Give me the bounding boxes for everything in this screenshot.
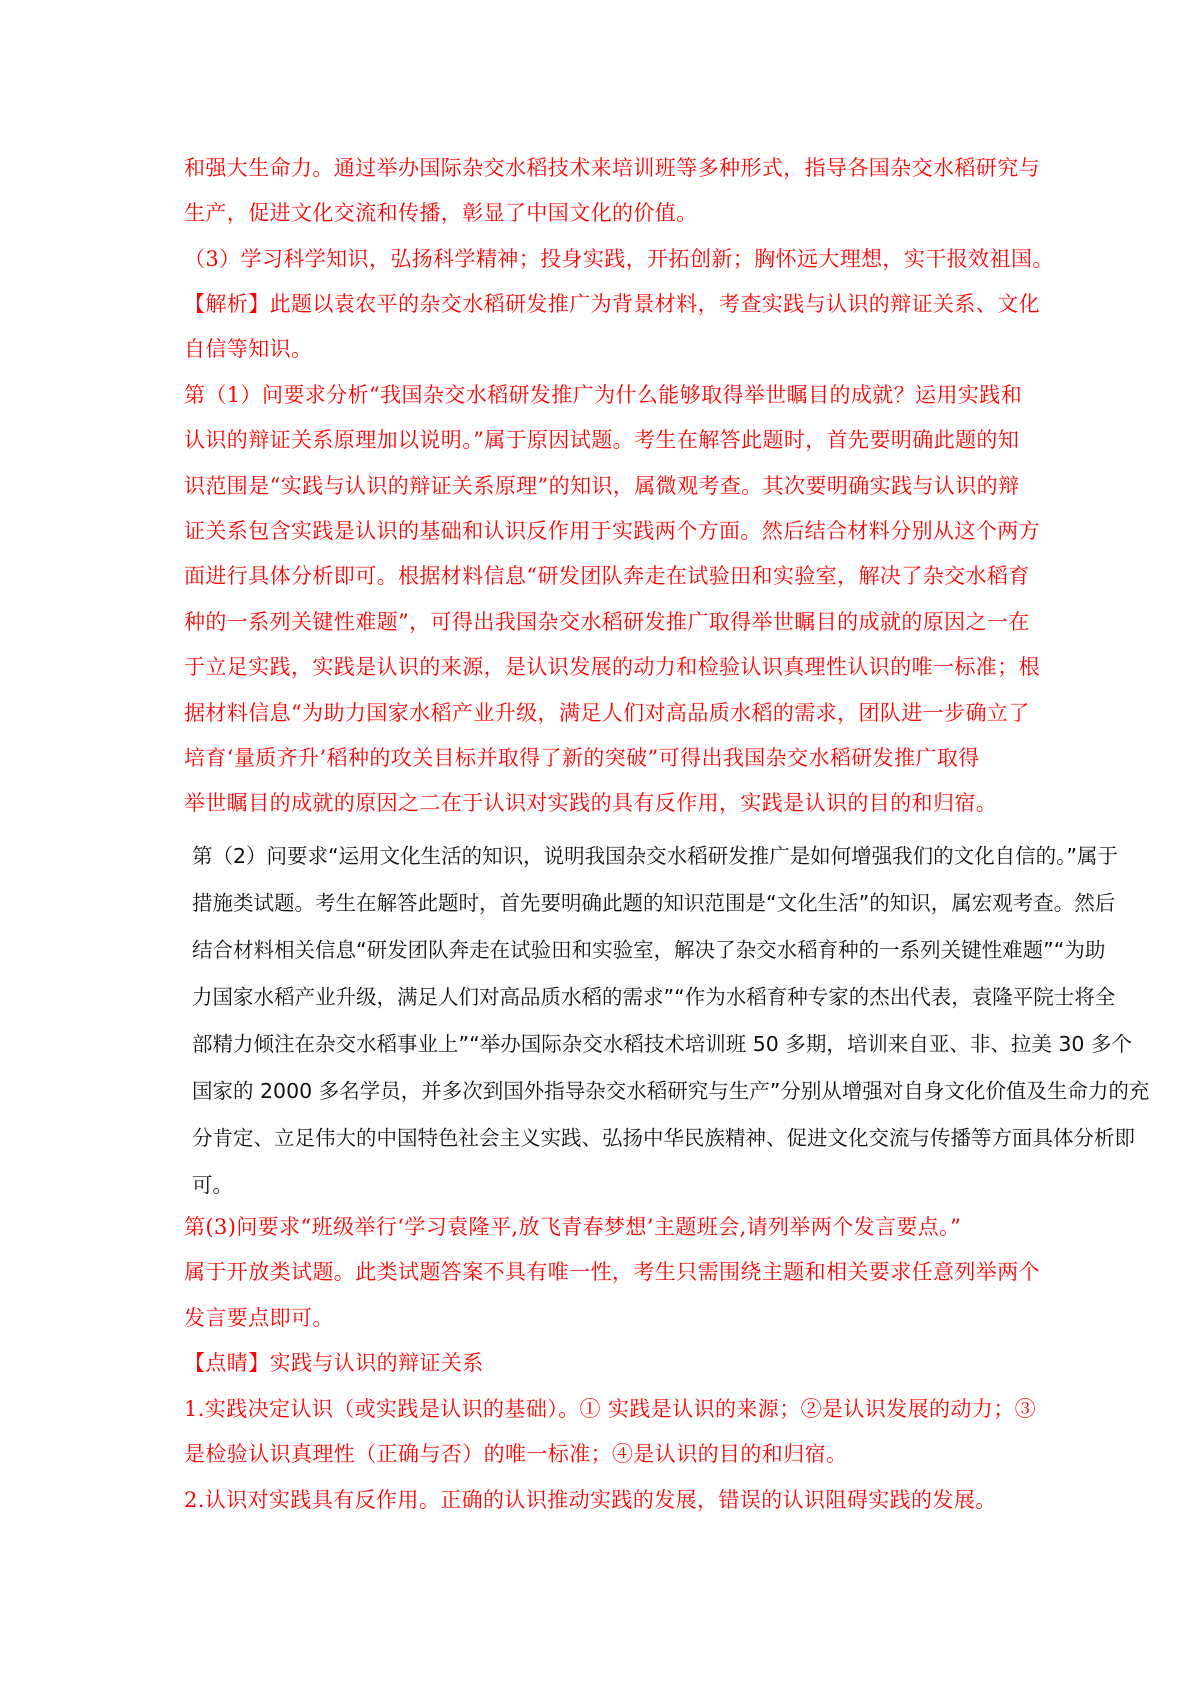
analysis-line: 种的一系列关键性难题”，可得出我国杂交水稻研发推广取得举世瞩目的成就的原因之一在: [184, 610, 1030, 634]
analysis-line: 据材料信息“为助力国家水稻产业升级，满足人们对高品质水稻的需求，团队进一步确立了: [184, 701, 1030, 725]
analysis-line: 自信等知识。: [184, 337, 313, 361]
analysis-black-line: 第（2）问要求“运用文化生活的知识，说明我国杂交水稻研发推广是如何增强我们的文化自信的。”属于: [192, 844, 1119, 868]
analysis-black-line: 可。: [192, 1173, 233, 1197]
analysis-black-line: 部精力倾注在杂交水稻事业上”“举办国际杂交水稻技术培训班 50 多期，培训来自亚、非、拉美 30 多个: [192, 1032, 1132, 1056]
analysis-black-line: 力国家水稻产业升级，满足人们对高品质水稻的需求”“作为水稻育种专家的杰出代表，袁隆平院士将全: [192, 985, 1116, 1009]
analysis-line: 培育‘量质齐升’稻种的攻关目标并取得了新的突破”可得出我国杂交水稻研发推广取得: [184, 746, 980, 770]
q3-analysis-line: 发言要点即可。: [184, 1306, 334, 1330]
tip-line: 1.实践决定认识（或实践是认识的基础）。① 实践是认识的来源；②是认识发展的动力；③: [184, 1397, 1037, 1421]
analysis-line: 【解析】此题以袁农平的杂交水稻研发推广为背景材料，考查实践与认识的辩证关系、文化: [184, 292, 1040, 316]
analysis-line: 认识的辩证关系原理加以说明。”属于原因试题。考生在解答此题时，首先要明确此题的知: [184, 428, 1020, 452]
tip-line: 2.认识对实践具有反作用。正确的认识推动实践的发展，错误的认识阻碍实践的发展。: [184, 1488, 997, 1512]
q3-analysis-line: 属于开放类试题。此类试题答案不具有唯一性，考生只需围绕主题和相关要求任意列举两个: [184, 1260, 1040, 1284]
analysis-line: 面进行具体分析即可。根据材料信息“研发团队奔走在试验田和实验室，解决了杂交水稻育: [184, 564, 1030, 588]
answer-line: 和强大生命力。通过举办国际杂交水稻技术来培训班等多种形式，指导各国杂交水稻研究与: [184, 156, 1040, 180]
tip-line: 是检验认识真理性（正确与否）的唯一标准；④是认识的目的和归宿。: [184, 1442, 848, 1466]
analysis-line: 举世瞩目的成就的原因之二在于认识对实践的具有反作用，实践是认识的目的和归宿。: [184, 791, 998, 815]
analysis-black-line: 分肯定、立足伟大的中国特色社会主义实践、弘扬中华民族精神、促进文化交流与传播等方面具体分析即: [192, 1126, 1135, 1150]
analysis-line: 识范围是“实践与认识的辩证关系原理”的知识，属微观考查。其次要明确实践与认识的辩: [184, 474, 1020, 498]
tip-heading: 【点睛】实践与认识的辩证关系: [184, 1351, 484, 1375]
analysis-black-line: 国家的 2000 多名学员，并多次到国外指导杂交水稻研究与生产”分别从增强对自身文化价值及生命力的充: [192, 1079, 1150, 1103]
answer-line: 生产，促进文化交流和传播，彰显了中国文化的价值。: [184, 201, 698, 225]
analysis-line: 证关系包含实践是认识的基础和认识反作用于实践两个方面。然后结合材料分别从这个两方: [184, 519, 1040, 543]
analysis-line: 第（1）问要求分析“我国杂交水稻研发推广为什么能够取得举世瞩目的成就？运用实践和: [184, 383, 1023, 407]
answer-line: （3）学习科学知识，弘扬科学精神；投身实践，开拓创新；胸怀远大理想，实干报效祖国。: [184, 247, 1054, 271]
analysis-black-line: 结合材料相关信息“研发团队奔走在试验田和实验室，解决了杂交水稻育种的一系列关键性难题”“为助: [192, 938, 1106, 962]
analysis-black-line: 措施类试题。考生在解答此题时，首先要明确此题的知识范围是“文化生活”的知识，属宏观考查。然后: [192, 891, 1116, 915]
analysis-line: 于立足实践，实践是认识的来源，是认识发展的动力和检验认识真理性认识的唯一标准；根: [184, 655, 1040, 679]
q3-analysis-line: 第(3)问要求“班级举行‘学习袁隆平,放飞青春梦想’主题班会,请列举两个发言要点。”: [184, 1215, 962, 1239]
